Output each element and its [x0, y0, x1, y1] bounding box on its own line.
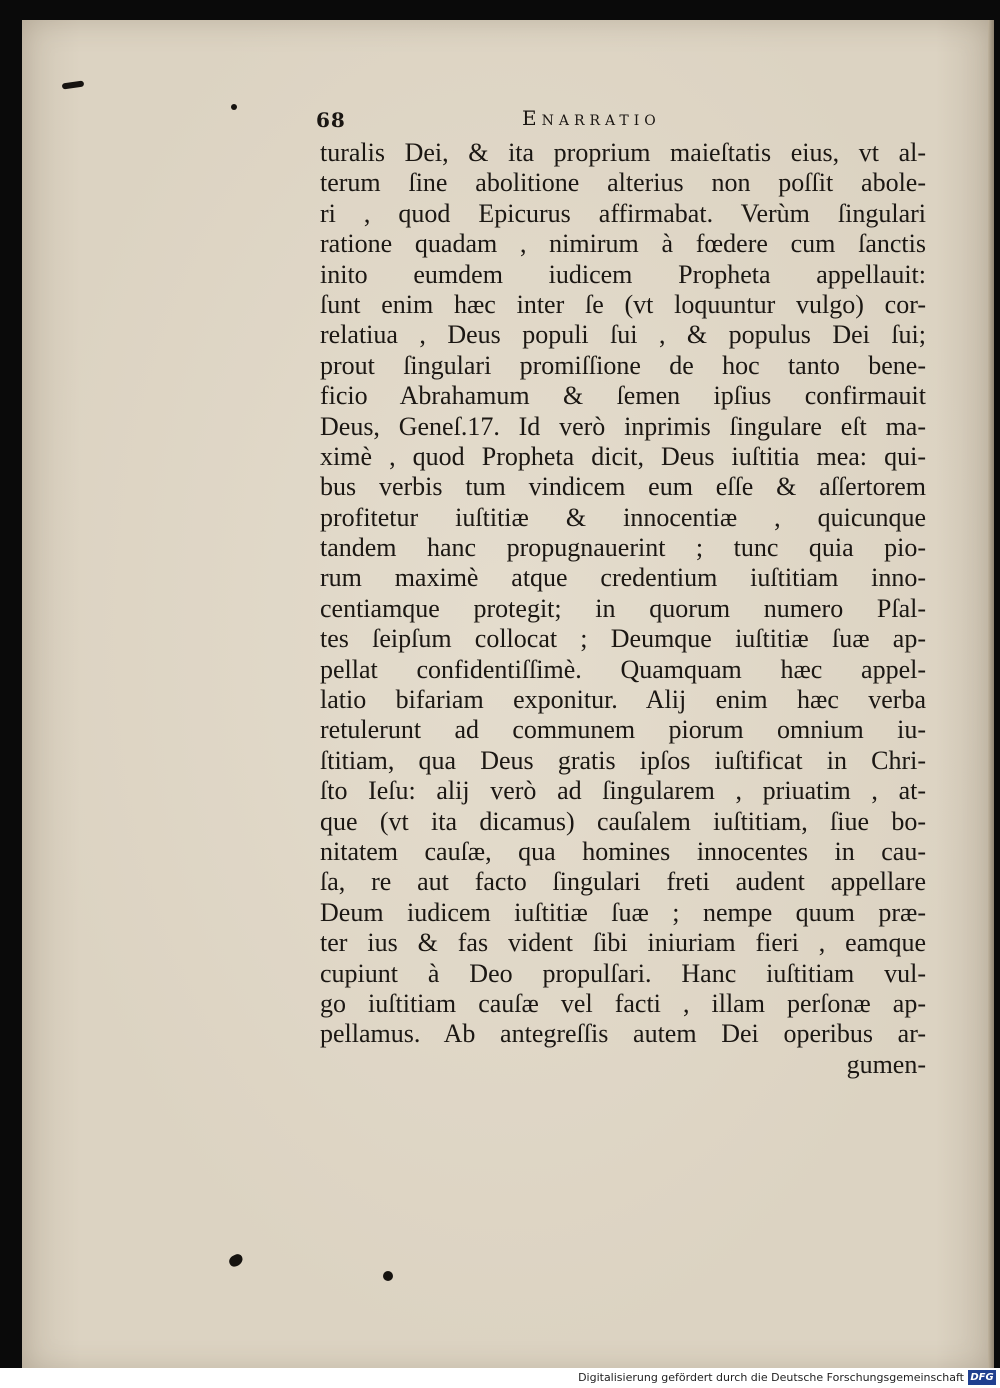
text-line: tes ſeipſum collocat ; Deumque iuſtitiæ ſuæ ap- — [320, 624, 926, 654]
text-line: tandem hanc propugnauerint ; tunc quia pio- — [320, 533, 926, 563]
page-header — [316, 104, 916, 138]
text-line: relatiua , Deus populi ſui , & populus Dei ſui; — [320, 320, 926, 350]
text-line: latio bifariam exponitur. Alij enim hæc verba — [320, 685, 926, 715]
funding-credit: Digitalisierung gefördert durch die Deutsche Forschungsgemeinschaft — [578, 1371, 964, 1384]
text-line: ter ius & fas vident ſibi iniuriam fieri , eamque — [320, 928, 926, 958]
text-line: pellat confidentiſſimè. Quamquam hæc appel- — [320, 654, 926, 684]
text-line: cupiunt à Deo propulſari. Hanc iuſtitiam vul- — [320, 958, 926, 988]
text-line: rum maximè atque credentium iuſtitiam inno- — [320, 563, 926, 593]
catchword: gumen- — [846, 1049, 926, 1079]
text-line: ſtitiam, qua Deus gratis ipſos iuſtificat in Chri- — [320, 745, 926, 775]
text-line: ximè , quod Propheta dicit, Deus iuſtitia mea: qui- — [320, 441, 926, 471]
text-line: que (vt ita dicamus) cauſalem iuſtitiam, ſiue bo- — [320, 806, 926, 836]
text-line: nitatem cauſæ, qua homines innocentes in cau- — [320, 836, 926, 866]
text-line: ſunt enim hæc inter ſe (vt loquuntur vulgo) cor- — [320, 289, 926, 319]
text-line: ri , quod Epicurus affirmabat. Verùm ſingulari — [320, 198, 926, 228]
text-line: terum ſine abolitione alterius non poſſit abole- — [320, 168, 926, 198]
text-line: go iuſtitiam cauſæ vel facti , illam perſonæ ap- — [320, 988, 926, 1018]
text-line: retulerunt ad communem piorum omnium iu- — [320, 715, 926, 745]
text-line: pellamus. Ab antegreſſis autem Dei operibus ar- — [320, 1019, 926, 1049]
text-line: inito eumdem iudicem Propheta appellauit: — [320, 259, 926, 289]
ink-dot-top — [231, 104, 237, 110]
text-line: Deum iudicem iuſtitiæ ſuæ ; nempe quum præ- — [320, 897, 926, 927]
text-line: turalis Dei, & ita proprium maieſtatis eius, vt al- — [320, 138, 926, 167]
page-edge — [988, 20, 994, 1372]
text-line: ſto Ieſu: alij verò ad ſingularem , priuatim , at- — [320, 776, 926, 806]
text-line: bus verbis tum vindicem eum eſſe & aſſertorem — [320, 472, 926, 502]
text-line: Deus, Geneſ.17. Id verò inprimis ſingulare eſt ma- — [320, 411, 926, 441]
text-line: ratione quadam , nimirum à fœdere cum ſanctis — [320, 229, 926, 259]
running-head: Enarratio — [522, 106, 661, 130]
body-text — [320, 138, 926, 1080]
digitization-footer — [0, 1368, 1000, 1388]
page-number: 68 — [316, 108, 346, 132]
dfg-logo: DFG — [968, 1370, 996, 1385]
text-line: centiamque protegit; in quorum numero Pſal- — [320, 593, 926, 623]
ink-dot-bottom — [383, 1271, 393, 1281]
text-line: prout ſingulari promiſſione de hoc tanto bene- — [320, 350, 926, 380]
text-line: ficio Abrahamum & ſemen ipſius confirmauit — [320, 381, 926, 411]
text-line: profitetur iuſtitiæ & innocentiæ , quicunque — [320, 502, 926, 532]
text-line: ſa, re aut facto ſingulari freti audent appellare — [320, 867, 926, 897]
